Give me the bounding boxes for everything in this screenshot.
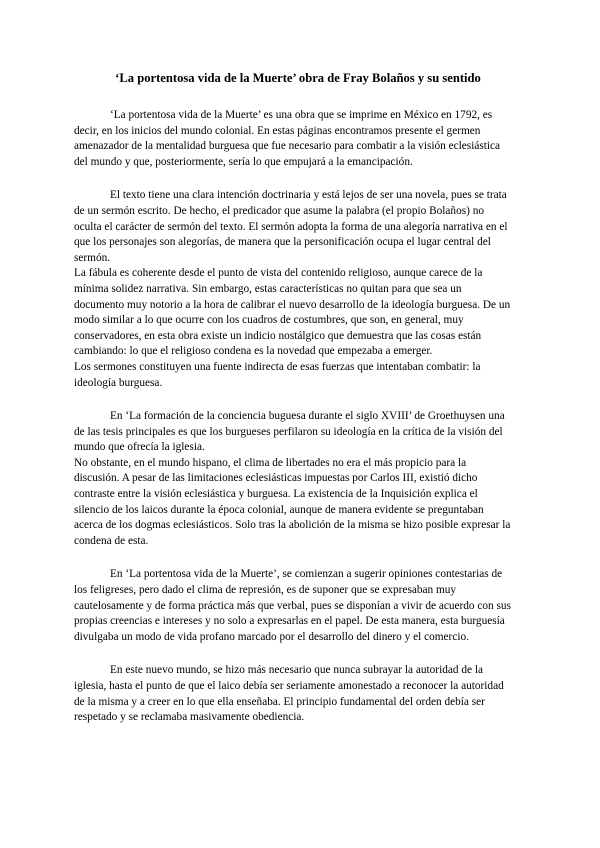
paragraph: La fábula es coherente desde el punto de vista del contenido religioso, aunque carece de la mínima solidez narrativa. Sin embargo, estas características no quitan para que sea un documento muy notorio a la hora de calibrar el nuevo desarrollo de la ideología burguesa. De un modo similar a lo que ocurre con los cuadros de costumbres, que son, en general, muy conservadores, en esta obra existe un indicio nostálgico que demuestra que las cosas están cambiando: lo que el religioso condena es la novedad que empezaba a emerger. bbox=[74, 267, 511, 358]
paragraph: En ‘La portentosa vida de la Muerte’, se comienzan a sugerir opiniones contestarias de los feligreses, pero dado el clima de represión, es de suponer que se expresaban muy cautelosamente y de forma práctica más que verbal, pues se disponían a vivir de acuerdo con sus propias creencias e intereses y no solo a expresarlas en el papel. De esta manera, esta burguesía divulgaba un modo de vida profano marcado por el desarrollo del dinero y el comercio. bbox=[74, 568, 511, 643]
section-3 bbox=[74, 409, 514, 549]
section-5 bbox=[74, 663, 514, 725]
paragraph: ‘La portentosa vida de la Muerte’ es una obra que se imprime en México en 1792, es decir, en los inicios del mundo colonial. En estas páginas encontramos presente el germen amenazador de la mentalidad burguesa que fue necesario para combatir a la visión eclesiástica del mundo y que, posteriormente, sería lo que empujará a la emancipación. bbox=[74, 109, 501, 168]
section-2 bbox=[74, 188, 514, 391]
document-title: ‘La portentosa vida de la Muerte’ obra de Fray Bolaños y su sentido bbox=[115, 71, 481, 85]
paragraph: El texto tiene una clara intención doctrinaria y está lejos de ser una novela, pues se trata de un sermón escrito. De hecho, el predicador que asume la palabra (el propio Bolaños) no oculta el carácter de sermón del texto. El sermón adopta la forma de una alegoría narrativa en el que los personajes son alegorías, de manera que la personificación ocupa el lugar central del sermón. bbox=[74, 189, 508, 264]
section-1 bbox=[74, 108, 514, 170]
paragraph: En ‘La formación de la conciencia buguesa durante el siglo XVIII’ de Groethuysen una de las tesis principales es que los burgueses perfilaron su ideología en la crítica de la visión del mundo que ofrecía la iglesia. bbox=[74, 410, 505, 454]
paragraph: No obstante, en el mundo hispano, el clima de libertades no era el más propicio para la discusión. A pesar de las limitaciones eclesiásticas impuestas por Carlos III, existió dicho contraste entre la visión eclesiástica y burguesa. La existencia de la Inquisición explica el silencio de los laicos durante la época colonial, aunque de manera evidente se preguntaban acerca de los dogmas eclesiásticos. Solo tras la abolición de la misma se hizo posible expresar la condena de esta. bbox=[74, 456, 511, 547]
section-4 bbox=[74, 567, 514, 645]
paragraph: En este nuevo mundo, se hizo más necesario que nunca subrayar la autoridad de la iglesia, hasta el punto de que el laico debía ser seriamente amonestado a reconocer la autoridad de la misma y a creer en lo que ella enseñaba. El principio fundamental del orden debía ser respetado y se reclamaba masivamente obediencia. bbox=[74, 664, 504, 724]
paragraph: Los sermones constituyen una fuente indirecta de esas fuerzas que intentaban combatir: la ideología burguesa. bbox=[74, 360, 481, 389]
